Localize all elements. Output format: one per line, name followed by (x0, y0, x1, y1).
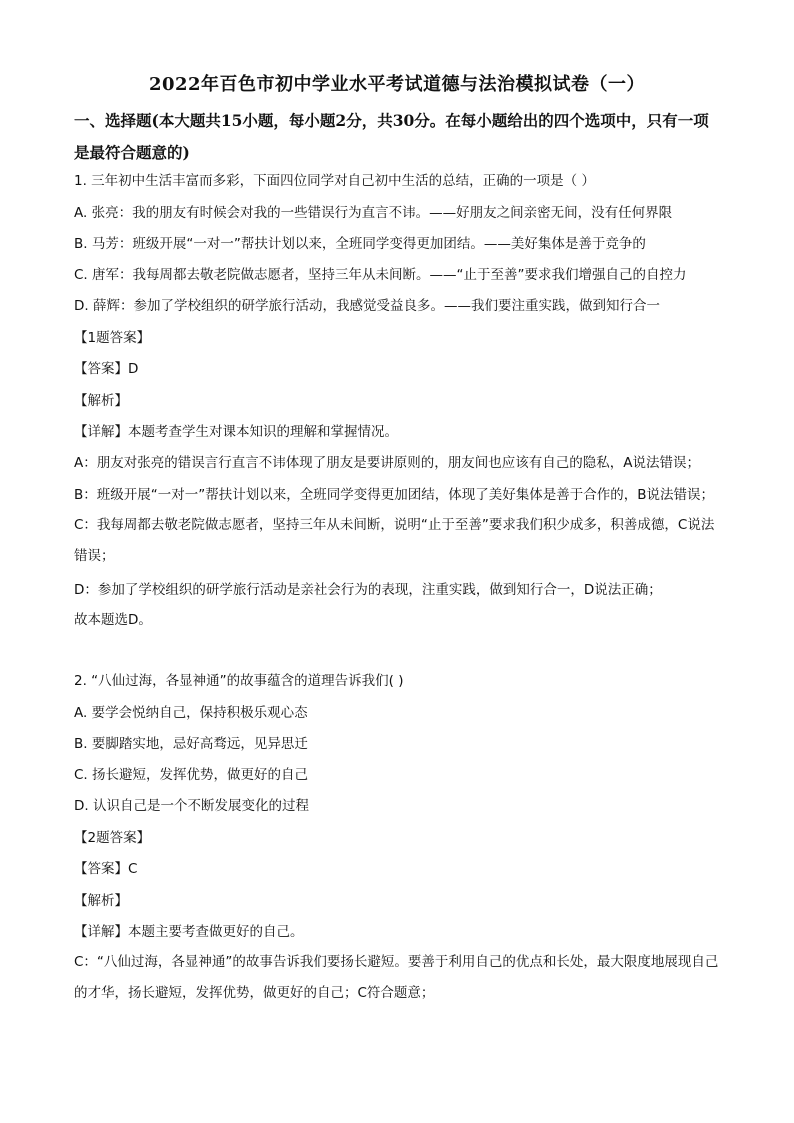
question-2-explanation: C：“八仙过海，各显神通”的故事告诉我们要扬长避短。要善于利用自己的优点和长处，最大限度地展现自己的才华，扬长避短，发挥优势，做更好的自己；C符合题意； (74, 954, 719, 1001)
question-1-explanation-c: C：我每周都去敬老院做志愿者，坚持三年从未间断，说明“止于至善”要求我们积少成多，积善成德，C说法错误； (74, 517, 715, 564)
question-1-option-b: B. 马芳：班级开展“一对一”帮扶计划以来，全班同学变得更加团结。——美好集体是善于竞争的 (74, 236, 646, 252)
question-2-analysis-tag: 【解析】 (74, 893, 128, 909)
question-1-option-d: D. 薛辉：参加了学校组织的研学旅行活动，我感觉受益良多。——我们要注重实践，做到知行合一 (74, 298, 660, 314)
question-2-answer: 【答案】C (74, 861, 138, 877)
question-1-explanation-b: B：班级开展“一对一”帮扶计划以来，全班同学变得更加团结，体现了美好集体是善于合作的，B说法错误； (74, 487, 715, 503)
page-title: 2022年百色市初中学业水平考试道德与法治模拟试卷（一） (148, 74, 646, 95)
section-heading: 一、选择题(本大题共15小题，每小题2分，共30分。在每小题给出的四个选项中，只有一项是最符合题意的) (74, 111, 709, 162)
question-1-conclusion: 故本题选D。 (74, 612, 152, 628)
question-1-stem: 1. 三年初中生活丰富而多彩，下面四位同学对自己初中生活的总结，正确的一项是（ ） (74, 173, 595, 189)
question-1-answer-tag: 【1题答案】 (74, 330, 151, 346)
question-2-option-c: C. 扬长避短，发挥优势，做更好的自己 (74, 767, 309, 783)
question-1-answer: 【答案】D (74, 361, 139, 377)
question-1-analysis-tag: 【解析】 (74, 393, 128, 409)
question-2-option-a: A. 要学会悦纳自己，保持积极乐观心态 (74, 705, 308, 721)
question-2-answer-tag: 【2题答案】 (74, 830, 151, 846)
question-1-detail: 【详解】本题考查学生对课本知识的理解和掌握情况。 (74, 424, 398, 440)
question-1-explanation-d: D：参加了学校组织的研学旅行活动是亲社会行为的表现，注重实践，做到知行合一，D说法正确； (74, 582, 662, 598)
question-1-option-a: A. 张亮：我的朋友有时候会对我的一些错误行为直言不讳。——好朋友之间亲密无间，没有任何界限 (74, 205, 673, 221)
question-2-detail: 【详解】本题主要考查做更好的自己。 (74, 924, 304, 940)
question-2-stem: 2. “八仙过海，各显神通”的故事蕴含的道理告诉我们( ) (74, 673, 404, 689)
question-2-option-b: B. 要脚踏实地，忌好高骛远，见异思迁 (74, 736, 308, 752)
question-1-option-c: C. 唐军：我每周都去敬老院做志愿者，坚持三年从未间断。——“止于至善”要求我们增强自己的自控力 (74, 267, 687, 283)
question-2-option-d: D. 认识自己是一个不断发展变化的过程 (74, 798, 309, 814)
question-1-explanation-a: A：朋友对张亮的错误言行直言不讳体现了朋友是要讲原则的，朋友间也应该有自己的隐私，A说法错误； (74, 455, 700, 471)
